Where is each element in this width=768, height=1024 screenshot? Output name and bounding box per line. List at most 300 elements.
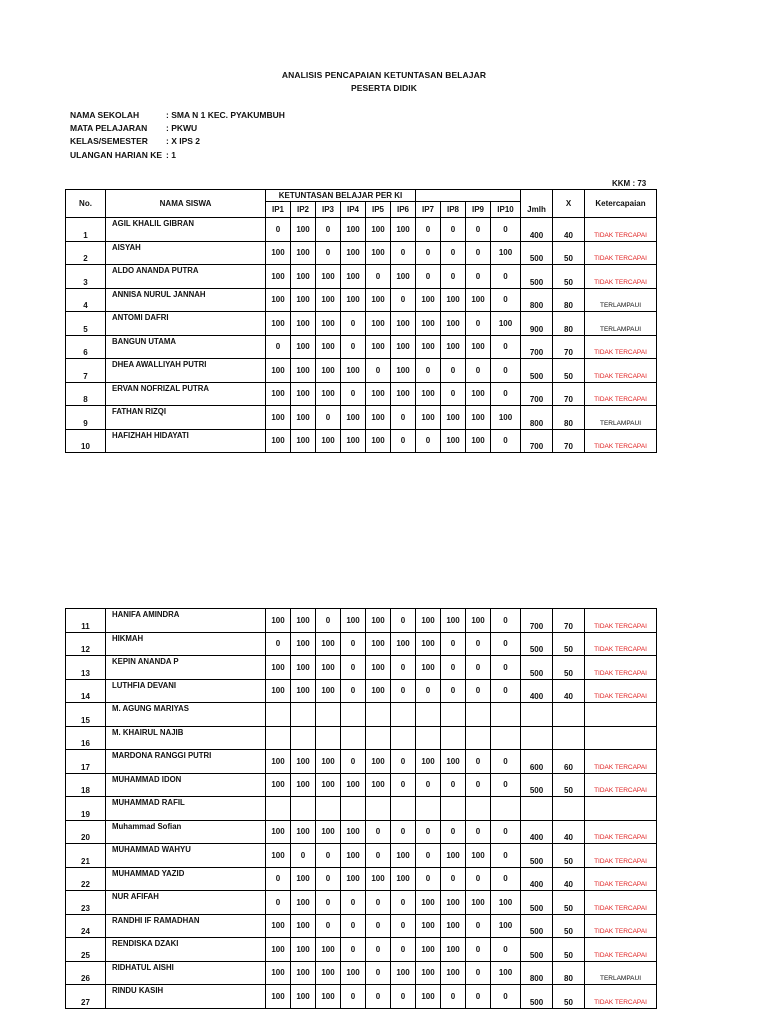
score-ip4: 0 (341, 656, 366, 680)
student-row (66, 406, 657, 430)
score-ip8: 0 (441, 218, 466, 242)
score-ip10: 100 (491, 961, 521, 985)
header-ip7: IP7 (416, 202, 441, 218)
score-ip8: 100 (441, 429, 466, 453)
student-row (66, 703, 657, 727)
student-row (66, 218, 657, 242)
score-ip3: 0 (316, 609, 341, 633)
score-ip6: 100 (391, 844, 416, 868)
score-ip9: 0 (466, 656, 491, 680)
score-average: 40 (553, 218, 585, 242)
score-ip9: 100 (466, 335, 491, 359)
row-number: 26 (66, 961, 106, 985)
row-number: 15 (66, 703, 106, 727)
score-ip10: 0 (491, 632, 521, 656)
score-ip10 (491, 797, 521, 821)
score-ip6 (391, 797, 416, 821)
score-ip1: 0 (266, 335, 291, 359)
info-value-class: : X IPS 2 (166, 136, 201, 146)
score-ip1: 100 (266, 844, 291, 868)
info-block (70, 110, 370, 170)
score-ip5: 100 (366, 218, 391, 242)
score-ip1: 0 (266, 632, 291, 656)
row-number: 11 (66, 609, 106, 633)
student-row (66, 914, 657, 938)
student-row (66, 632, 657, 656)
score-total: 500 (521, 359, 553, 383)
header-ketuntasan: KETUNTASAN BELAJAR PER KI (266, 190, 416, 202)
score-ip9: 100 (466, 406, 491, 430)
achievement-status: TIDAK TERCAPAI (585, 914, 657, 938)
achievement-status: TIDAK TERCAPAI (585, 335, 657, 359)
score-ip4: 0 (341, 938, 366, 962)
header-ip5: IP5 (366, 202, 391, 218)
score-ip1: 100 (266, 985, 291, 1009)
score-ip6: 100 (391, 632, 416, 656)
score-ip10: 0 (491, 679, 521, 703)
score-ip9: 100 (466, 891, 491, 915)
document-title: ANALISIS PENCAPAIAN KETUNTASAN BELAJAR (281, 70, 487, 80)
score-ip3: 0 (316, 844, 341, 868)
score-ip3 (316, 726, 341, 750)
student-row (66, 891, 657, 915)
score-ip1: 100 (266, 609, 291, 633)
score-ip7: 100 (416, 609, 441, 633)
score-ip9: 0 (466, 750, 491, 774)
score-ip9: 0 (466, 867, 491, 891)
score-total: 500 (521, 914, 553, 938)
score-ip4: 100 (341, 773, 366, 797)
score-ip7: 100 (416, 312, 441, 336)
student-name: BANGUN UTAMA (106, 335, 266, 359)
score-ip5: 100 (366, 750, 391, 774)
student-name: M. KHAIRUL NAJIB (106, 726, 266, 750)
score-average: 80 (553, 288, 585, 312)
score-ip6: 0 (391, 429, 416, 453)
score-ip10: 0 (491, 938, 521, 962)
achievement-status: TIDAK TERCAPAI (585, 773, 657, 797)
score-ip6: 100 (391, 312, 416, 336)
score-ip4: 100 (341, 406, 366, 430)
score-ip4: 100 (341, 429, 366, 453)
student-name: LUTHFIA DEVANI (106, 679, 266, 703)
score-ip2: 100 (291, 265, 316, 289)
score-ip7: 0 (416, 844, 441, 868)
score-ip3: 100 (316, 288, 341, 312)
score-ip8: 0 (441, 265, 466, 289)
score-ip9: 0 (466, 961, 491, 985)
score-ip5: 100 (366, 867, 391, 891)
row-number: 1 (66, 218, 106, 242)
score-ip8: 0 (441, 985, 466, 1009)
document-subtitle: PESERTA DIDIK (350, 83, 417, 93)
student-row (66, 241, 657, 265)
score-ip1: 100 (266, 656, 291, 680)
score-ip2: 100 (291, 820, 316, 844)
score-ip8: 100 (441, 938, 466, 962)
score-ip10: 0 (491, 773, 521, 797)
student-row (66, 679, 657, 703)
score-total: 500 (521, 891, 553, 915)
achievement-status: TIDAK TERCAPAI (585, 938, 657, 962)
score-ip5 (366, 797, 391, 821)
score-ip3: 0 (316, 867, 341, 891)
score-ip5: 100 (366, 406, 391, 430)
score-ip7: 0 (416, 679, 441, 703)
student-row (66, 265, 657, 289)
row-number: 10 (66, 429, 106, 453)
score-total: 800 (521, 288, 553, 312)
header-ip6: IP6 (391, 202, 416, 218)
score-ip7: 100 (416, 891, 441, 915)
score-average (553, 726, 585, 750)
score-ip2: 100 (291, 938, 316, 962)
score-ip2: 100 (291, 218, 316, 242)
score-ip1 (266, 703, 291, 727)
info-value-school: : SMA N 1 KEC. PYAKUMBUH (166, 110, 285, 120)
score-ip5: 100 (366, 288, 391, 312)
achievement-status: TIDAK TERCAPAI (585, 359, 657, 383)
header-jmlh: Jmlh (521, 202, 553, 218)
info-label-school: NAMA SEKOLAH (70, 110, 140, 120)
header-nama-siswa: NAMA SISWA (106, 190, 266, 218)
score-ip2: 100 (291, 914, 316, 938)
score-ip10: 0 (491, 867, 521, 891)
student-name: ERVAN NOFRIZAL PUTRA (106, 382, 266, 406)
achievement-status: TIDAK TERCAPAI (585, 750, 657, 774)
row-number: 4 (66, 288, 106, 312)
score-average: 80 (553, 961, 585, 985)
score-ip5: 100 (366, 773, 391, 797)
score-ip5: 100 (366, 312, 391, 336)
score-ip9: 0 (466, 938, 491, 962)
score-ip5: 0 (366, 891, 391, 915)
score-ip2: 100 (291, 867, 316, 891)
student-name: MARDONA RANGGI PUTRI (106, 750, 266, 774)
score-average: 80 (553, 312, 585, 336)
score-ip7: 0 (416, 241, 441, 265)
score-ip3: 100 (316, 750, 341, 774)
score-ip10: 0 (491, 750, 521, 774)
row-number: 12 (66, 632, 106, 656)
score-ip1: 100 (266, 914, 291, 938)
score-ip2: 100 (291, 961, 316, 985)
score-ip4: 100 (341, 961, 366, 985)
score-average: 50 (553, 241, 585, 265)
achievement-status: TERLAMPAUI (585, 961, 657, 985)
student-row (66, 938, 657, 962)
score-ip9: 0 (466, 985, 491, 1009)
score-ip1: 100 (266, 750, 291, 774)
header-ketuntasan-cont (416, 190, 521, 202)
row-number: 24 (66, 914, 106, 938)
score-average: 50 (553, 891, 585, 915)
score-ip3: 100 (316, 679, 341, 703)
student-name: M. AGUNG MARIYAS (106, 703, 266, 727)
score-ip3: 0 (316, 218, 341, 242)
score-ip8: 0 (441, 632, 466, 656)
score-ip4: 0 (341, 632, 366, 656)
score-ip4: 0 (341, 312, 366, 336)
score-ip6: 0 (391, 406, 416, 430)
score-ip3: 0 (316, 891, 341, 915)
score-average: 50 (553, 985, 585, 1009)
header-ketercapaian: Ketercapaian (585, 190, 657, 218)
score-ip2: 100 (291, 632, 316, 656)
score-ip9: 0 (466, 820, 491, 844)
score-ip3: 100 (316, 335, 341, 359)
score-ip4 (341, 703, 366, 727)
header-ip10: IP10 (491, 202, 521, 218)
score-ip6: 100 (391, 335, 416, 359)
row-number: 14 (66, 679, 106, 703)
score-ip6: 0 (391, 985, 416, 1009)
header-no: No. (66, 190, 106, 218)
student-name: MUHAMMAD IDON (106, 773, 266, 797)
score-total: 800 (521, 406, 553, 430)
score-ip10: 0 (491, 288, 521, 312)
score-ip10: 0 (491, 820, 521, 844)
achievement-status (585, 797, 657, 821)
score-total: 400 (521, 820, 553, 844)
score-total: 400 (521, 679, 553, 703)
score-ip10: 100 (491, 241, 521, 265)
score-ip5: 0 (366, 844, 391, 868)
score-ip9: 0 (466, 773, 491, 797)
score-ip4: 100 (341, 265, 366, 289)
score-ip8 (441, 726, 466, 750)
score-ip6: 0 (391, 750, 416, 774)
score-ip4 (341, 797, 366, 821)
score-ip7: 100 (416, 632, 441, 656)
student-name: ANNISA NURUL JANNAH (106, 288, 266, 312)
score-ip6 (391, 726, 416, 750)
score-average: 50 (553, 632, 585, 656)
score-ip2 (291, 797, 316, 821)
score-ip7: 100 (416, 406, 441, 430)
student-row (66, 820, 657, 844)
score-ip10: 100 (491, 406, 521, 430)
score-ip9: 100 (466, 382, 491, 406)
student-row (66, 609, 657, 633)
score-ip10: 100 (491, 312, 521, 336)
student-row (66, 867, 657, 891)
score-ip4: 0 (341, 382, 366, 406)
score-average: 80 (553, 406, 585, 430)
score-average: 50 (553, 914, 585, 938)
student-name: MUHAMMAD RAFIL (106, 797, 266, 821)
student-row (66, 985, 657, 1009)
score-ip1 (266, 797, 291, 821)
score-ip5 (366, 726, 391, 750)
score-ip5: 0 (366, 914, 391, 938)
score-average: 60 (553, 750, 585, 774)
score-ip3: 0 (316, 406, 341, 430)
score-ip7: 0 (416, 773, 441, 797)
score-ip10: 0 (491, 609, 521, 633)
header-ip2: IP2 (291, 202, 316, 218)
score-ip2: 100 (291, 891, 316, 915)
score-ip3: 0 (316, 241, 341, 265)
score-ip6: 0 (391, 241, 416, 265)
score-total: 500 (521, 241, 553, 265)
student-row (66, 335, 657, 359)
student-name: AGIL KHALIL GIBRAN (106, 218, 266, 242)
score-ip2: 100 (291, 656, 316, 680)
score-ip1: 100 (266, 429, 291, 453)
achievement-status: TIDAK TERCAPAI (585, 656, 657, 680)
score-ip1: 100 (266, 359, 291, 383)
header-ip1: IP1 (266, 202, 291, 218)
score-ip8: 100 (441, 914, 466, 938)
score-ip5: 100 (366, 335, 391, 359)
score-ip1: 100 (266, 773, 291, 797)
achievement-status: TIDAK TERCAPAI (585, 844, 657, 868)
score-ip8: 100 (441, 750, 466, 774)
student-row (66, 750, 657, 774)
score-ip1: 0 (266, 218, 291, 242)
student-row (66, 773, 657, 797)
row-number: 9 (66, 406, 106, 430)
score-ip4: 100 (341, 609, 366, 633)
row-number: 21 (66, 844, 106, 868)
score-total: 700 (521, 429, 553, 453)
score-table-2 (65, 608, 657, 1009)
student-name: AISYAH (106, 241, 266, 265)
score-ip9: 0 (466, 679, 491, 703)
info-label-exam: ULANGAN HARIAN KE (70, 150, 163, 160)
score-ip2: 100 (291, 429, 316, 453)
score-ip5: 0 (366, 938, 391, 962)
score-ip5: 100 (366, 679, 391, 703)
score-ip9: 0 (466, 241, 491, 265)
score-ip9: 100 (466, 609, 491, 633)
score-ip6: 0 (391, 288, 416, 312)
score-ip9: 0 (466, 359, 491, 383)
score-total: 900 (521, 312, 553, 336)
score-ip5: 0 (366, 985, 391, 1009)
score-ip5: 0 (366, 265, 391, 289)
score-ip2: 100 (291, 985, 316, 1009)
score-ip4: 100 (341, 288, 366, 312)
score-ip10: 0 (491, 656, 521, 680)
score-ip5: 100 (366, 609, 391, 633)
row-number: 18 (66, 773, 106, 797)
score-total: 500 (521, 632, 553, 656)
student-row (66, 288, 657, 312)
score-average: 70 (553, 429, 585, 453)
score-total: 700 (521, 382, 553, 406)
score-ip9 (466, 726, 491, 750)
achievement-status: TIDAK TERCAPAI (585, 632, 657, 656)
score-ip4: 0 (341, 679, 366, 703)
student-name: Muhammad Sofian (106, 820, 266, 844)
score-ip7: 100 (416, 961, 441, 985)
achievement-status: TIDAK TERCAPAI (585, 820, 657, 844)
student-row (66, 312, 657, 336)
score-ip3: 100 (316, 632, 341, 656)
student-row (66, 797, 657, 821)
score-ip5 (366, 703, 391, 727)
score-ip6: 0 (391, 891, 416, 915)
score-total: 800 (521, 961, 553, 985)
score-ip5: 0 (366, 961, 391, 985)
achievement-status (585, 726, 657, 750)
score-ip3: 100 (316, 359, 341, 383)
achievement-status: TIDAK TERCAPAI (585, 679, 657, 703)
score-average: 50 (553, 844, 585, 868)
student-name: RENDISKA DZAKI (106, 938, 266, 962)
header-ip9: IP9 (466, 202, 491, 218)
achievement-status: TERLAMPAUI (585, 288, 657, 312)
score-ip5: 100 (366, 632, 391, 656)
row-number: 13 (66, 656, 106, 680)
student-name: KEPIN ANANDA P (106, 656, 266, 680)
row-number: 7 (66, 359, 106, 383)
score-total (521, 703, 553, 727)
student-name: MUHAMMAD YAZID (106, 867, 266, 891)
score-ip6: 0 (391, 914, 416, 938)
score-ip5: 100 (366, 241, 391, 265)
score-ip3: 100 (316, 938, 341, 962)
achievement-status: TIDAK TERCAPAI (585, 867, 657, 891)
row-number: 3 (66, 265, 106, 289)
score-ip1: 100 (266, 265, 291, 289)
student-name: HANIFA AMINDRA (106, 609, 266, 633)
info-label-subject: MATA PELAJARAN (70, 123, 148, 133)
score-average: 70 (553, 382, 585, 406)
score-average: 40 (553, 867, 585, 891)
score-ip2: 100 (291, 335, 316, 359)
score-ip2: 100 (291, 750, 316, 774)
score-ip1: 0 (266, 867, 291, 891)
student-name: RANDHI IF RAMADHAN (106, 914, 266, 938)
score-ip7: 0 (416, 867, 441, 891)
student-name: ALDO ANANDA PUTRA (106, 265, 266, 289)
score-ip2 (291, 703, 316, 727)
score-ip2: 100 (291, 359, 316, 383)
score-ip8: 100 (441, 961, 466, 985)
score-ip1: 100 (266, 382, 291, 406)
score-ip8: 100 (441, 312, 466, 336)
score-ip9 (466, 797, 491, 821)
student-name: FATHAN RIZQI (106, 406, 266, 430)
score-ip4: 100 (341, 218, 366, 242)
score-ip6: 100 (391, 265, 416, 289)
score-ip2: 100 (291, 773, 316, 797)
score-ip1: 100 (266, 288, 291, 312)
score-ip7: 100 (416, 382, 441, 406)
score-ip1: 0 (266, 891, 291, 915)
score-average (553, 797, 585, 821)
student-row (66, 359, 657, 383)
score-ip3: 100 (316, 656, 341, 680)
header-jmlh-top (521, 190, 553, 202)
score-total: 500 (521, 938, 553, 962)
student-name: ANTOMI DAFRI (106, 312, 266, 336)
score-ip10: 0 (491, 359, 521, 383)
achievement-status: TIDAK TERCAPAI (585, 218, 657, 242)
score-average: 50 (553, 773, 585, 797)
score-average: 50 (553, 265, 585, 289)
score-ip2: 100 (291, 382, 316, 406)
achievement-status: TERLAMPAUI (585, 312, 657, 336)
score-ip4: 0 (341, 750, 366, 774)
score-ip5: 100 (366, 656, 391, 680)
score-ip8 (441, 703, 466, 727)
score-ip8: 0 (441, 241, 466, 265)
score-ip7: 100 (416, 288, 441, 312)
